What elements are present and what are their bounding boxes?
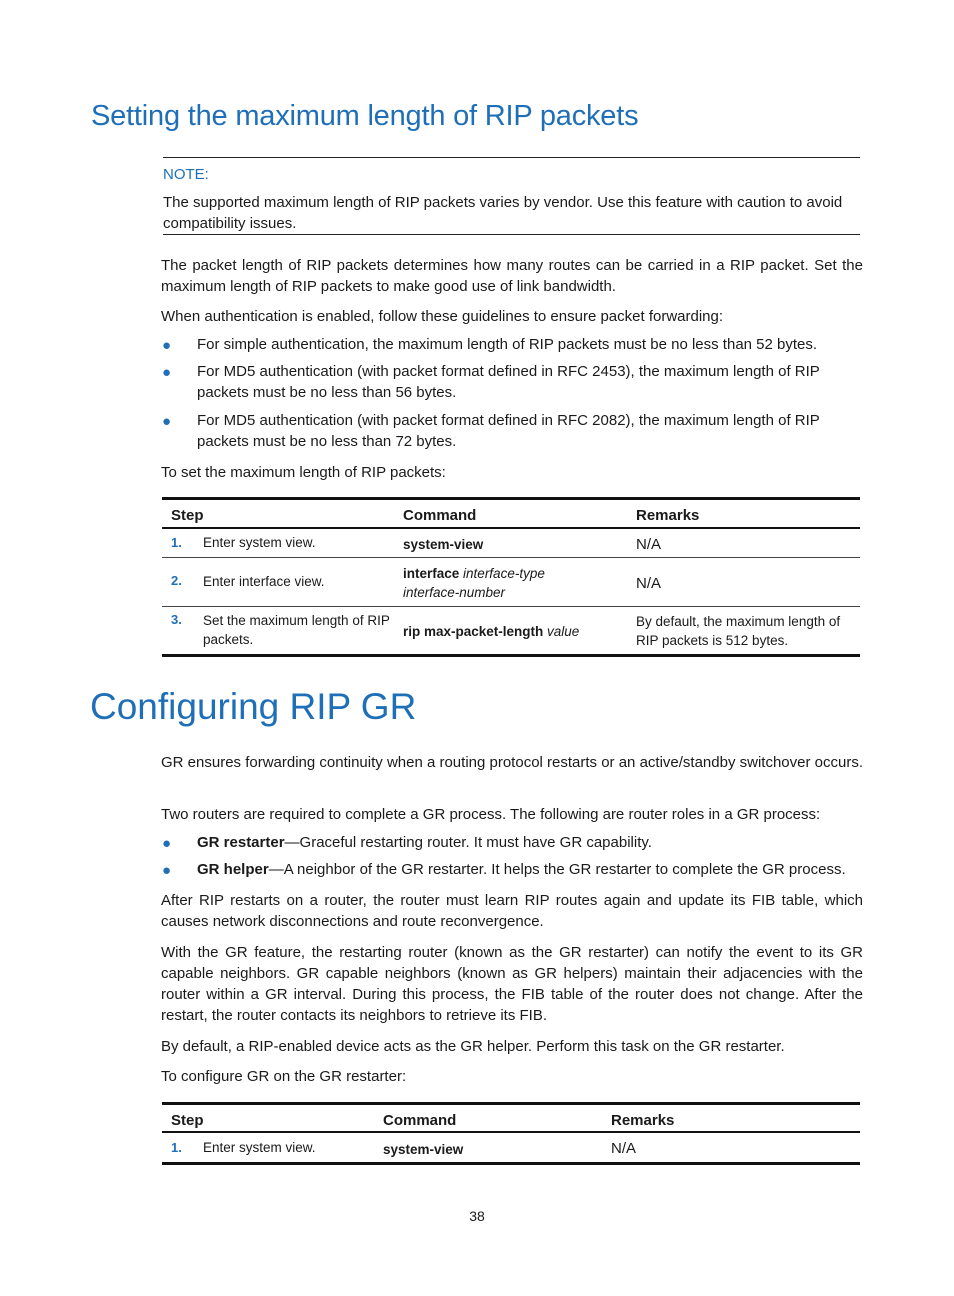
bullet-item <box>197 832 863 853</box>
paragraph: Two routers are required to complete a GR process. The following are router roles in a GR process: <box>161 806 821 823</box>
bullet-text: —Graceful restarting router. It must have GR capability. <box>284 834 652 851</box>
paragraph: The packet length of RIP packets determines how many routes can be carried in a RIP packet. Set the maximum length of RIP packets to make good use of link bandwidth. <box>161 257 863 295</box>
paragraph: To set the maximum length of RIP packets: <box>161 464 446 481</box>
table-bottom-border <box>162 654 860 657</box>
bullet-item: For MD5 authentication (with packet format defined in RFC 2082), the maximum length of RIP packets must be no less than 72 bytes. <box>197 412 820 450</box>
header-divider <box>162 527 860 529</box>
column-header-command: Command <box>403 507 477 524</box>
remarks: N/A <box>636 575 662 592</box>
command-keyword: interface <box>403 566 460 581</box>
bullet-icon: ● <box>162 862 172 879</box>
table-top-border <box>162 1102 860 1105</box>
bullet-item: For simple authentication, the maximum length of RIP packets must be no less than 52 bytes. <box>197 336 818 353</box>
column-header-step: Step <box>171 1112 204 1129</box>
paragraph: After RIP restarts on a router, the router must learn RIP routes again and update its FIB table, which causes network disconnections and route reconvergence. <box>161 892 863 930</box>
table-bottom-border <box>162 1162 860 1165</box>
step-description: Enter interface view. <box>203 574 325 589</box>
row-divider <box>162 606 860 607</box>
bullet-term: GR restarter <box>197 834 285 851</box>
bullet-term: GR helper <box>197 861 269 878</box>
command-argument: value <box>547 624 580 639</box>
paragraph: By default, a RIP-enabled device acts as the GR helper. Perform this task on the GR restarter. <box>161 1038 785 1055</box>
header-divider <box>162 1131 860 1133</box>
paragraph: With the GR feature, the restarting router (known as the GR restarter) can notify the event to its GR capable neighbors. GR capable neighbors (known as GR helpers) maintain their adjacencies with the router within a GR interval. During this process, the FIB table of the router does not change. After the restart, the router contacts its neighbors to retrieve its FIB. <box>161 944 863 1024</box>
column-header-step: Step <box>171 507 204 524</box>
remarks: By default, the maximum length of RIP packets is 512 bytes. <box>636 614 841 648</box>
step-number: 2. <box>171 573 182 588</box>
step-description: Enter system view. <box>203 535 316 550</box>
table-top-border <box>162 497 860 500</box>
command <box>403 564 573 602</box>
step-number: 3. <box>171 612 182 627</box>
command: system-view <box>383 1142 464 1157</box>
note-text: The supported maximum length of RIP packets varies by vendor. Use this feature with caution to avoid compatibility issues. <box>163 194 843 232</box>
remarks: N/A <box>636 536 662 553</box>
bullet-icon: ● <box>162 413 172 430</box>
column-header-remarks: Remarks <box>611 1112 675 1129</box>
command-keyword: rip max-packet-length <box>403 624 544 639</box>
page-number: 38 <box>469 1208 485 1224</box>
row-divider <box>162 557 860 558</box>
paragraph: When authentication is enabled, follow these guidelines to ensure packet forwarding: <box>161 308 724 325</box>
bullet-item: For MD5 authentication (with packet format defined in RFC 2453), the maximum length of RIP packets must be no less than 56 bytes. <box>197 363 820 401</box>
bullet-icon: ● <box>162 337 172 354</box>
command-argument: interface-type interface-number <box>403 566 545 600</box>
paragraph: GR ensures forwarding continuity when a routing protocol restarts or an active/standby switchover occurs. <box>161 754 863 771</box>
step-description: Set the maximum length of RIP packets. <box>203 613 390 647</box>
column-header-remarks: Remarks <box>636 507 700 524</box>
section-title: Setting the maximum length of RIP packets <box>91 100 639 132</box>
paragraph: To configure GR on the GR restarter: <box>161 1068 407 1085</box>
remarks: N/A <box>611 1140 637 1157</box>
bullet-item <box>197 859 863 880</box>
bullet-icon: ● <box>162 364 172 381</box>
note-label: NOTE: <box>163 166 209 183</box>
command <box>403 622 579 641</box>
bullet-icon: ● <box>162 835 172 852</box>
step-description: Enter system view. <box>203 1140 316 1155</box>
command: system-view <box>403 537 484 552</box>
column-header-command: Command <box>383 1112 457 1129</box>
step-number: 1. <box>171 1140 182 1155</box>
note-bottom-rule <box>163 234 860 235</box>
chapter-title: Configuring RIP GR <box>90 686 417 727</box>
note-top-rule <box>163 157 860 158</box>
bullet-text: —A neighbor of the GR restarter. It helps the GR restarter to complete the GR process. <box>268 861 846 878</box>
step-number: 1. <box>171 535 182 550</box>
